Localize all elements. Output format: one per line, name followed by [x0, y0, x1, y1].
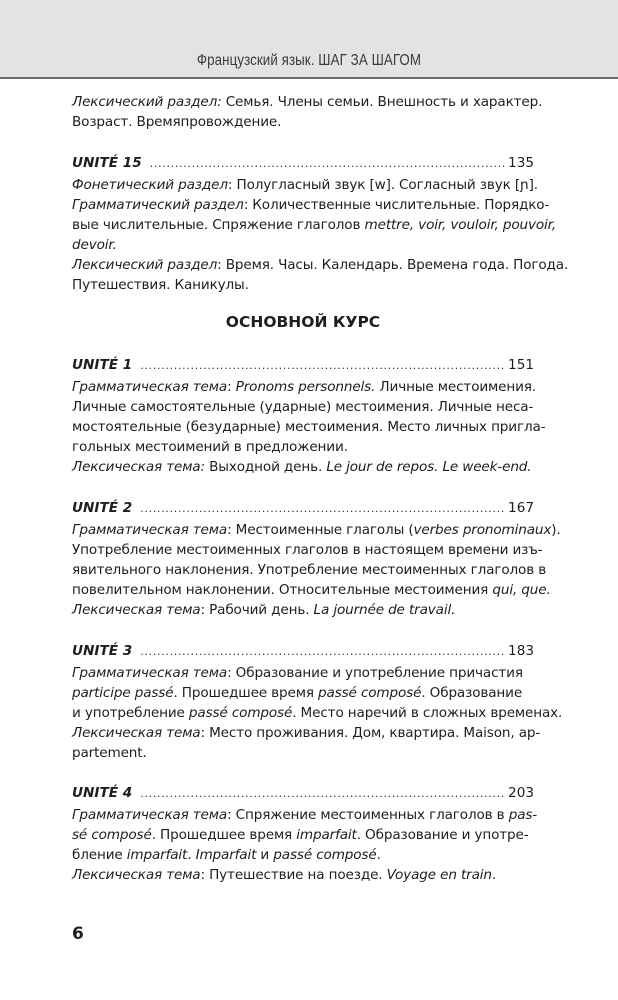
line-text: : Место проживания. Дом, квартира. Maison, ap- — [200, 725, 541, 741]
toc-line — [72, 743, 534, 763]
line-text: : Количественные числительные. Порядко- — [243, 197, 550, 213]
toc-line — [72, 805, 538, 825]
line-italic: devoir. — [72, 237, 117, 253]
toc-line — [72, 825, 534, 845]
line-italic: imparfait — [126, 847, 188, 863]
dot-leader — [140, 356, 506, 376]
line-text: : Рабочий день. — [200, 602, 314, 618]
dot-leader — [140, 642, 506, 662]
page-number: 135 — [508, 155, 534, 171]
toc-line — [72, 92, 543, 112]
line-text: Возраст. Времяпровождение. — [72, 114, 282, 130]
unit-label: UNITÉ 15 — [72, 155, 142, 171]
running-header-title: Французский язык. ШАГ ЗА ШАГОМ — [196, 52, 422, 69]
line-italic: participe passé — [72, 685, 174, 701]
line-text: и — [256, 847, 274, 863]
toc-line — [72, 397, 534, 417]
line-italic: passé composé — [188, 705, 293, 721]
toc-main-course-entries — [72, 355, 563, 885]
line-italic: Грамматическая тема — [72, 379, 228, 395]
toc-line — [72, 520, 561, 540]
toc-line — [72, 845, 534, 865]
line-italic: Грамматическая тема — [72, 807, 228, 823]
toc-intro-block — [72, 92, 543, 132]
line-text: . Место наречий в сложных временах. — [292, 705, 563, 721]
toc-line — [72, 215, 557, 235]
line-text: : Путешествие на поезде. — [200, 867, 387, 883]
line-italic: Грамматическая тема — [72, 522, 228, 538]
page-number: 151 — [508, 357, 534, 373]
toc-entry-heading[interactable] — [72, 153, 534, 174]
toc-line — [72, 703, 563, 723]
line-italic: verbes pronominaux — [413, 522, 552, 538]
line-text: partement. — [72, 745, 147, 761]
unit-label: UNITÉ 2 — [72, 500, 133, 516]
line-italic: imparfait — [296, 827, 357, 843]
toc-line — [72, 600, 534, 620]
page-number: 183 — [508, 643, 534, 659]
line-text: . Прошедшее время — [151, 827, 297, 843]
line-text: мостоятельные (безударные) местоимения. Место личных пригла- — [72, 419, 546, 435]
line-text: : Спряжение местоименных глаголов в — [227, 807, 509, 823]
unit-label: UNITÉ 3 — [72, 643, 133, 659]
toc-entry-unit-3 — [72, 641, 563, 763]
line-italic: Imparfait — [195, 847, 257, 863]
line-text: Личные самостоятельные (ударные) местоимения. Личные неса- — [72, 399, 534, 415]
line-text: . Образование — [421, 685, 523, 701]
toc-line — [72, 417, 546, 437]
line-italic: mettre, voir, vouloir, pouvoir, — [364, 217, 557, 233]
toc-entry-unit-4 — [72, 783, 538, 885]
toc-entry-unit-2 — [72, 498, 561, 620]
line-label: Фонетический раздел — [72, 177, 228, 193]
toc-line — [72, 723, 541, 743]
line-text: . Образование и употре- — [356, 827, 529, 843]
line-label: Лексический раздел: — [72, 94, 222, 110]
toc-entry-heading[interactable] — [72, 355, 534, 376]
page-number: 167 — [508, 500, 534, 516]
line-italic: sé composé — [72, 827, 152, 843]
line-italic: pas- — [508, 807, 538, 823]
line-italic: Pronoms personnels. — [235, 379, 376, 395]
dot-leader — [140, 499, 506, 519]
line-italic: La journée de travail. — [313, 602, 456, 618]
toc-line — [72, 235, 534, 255]
unit-label: UNITÉ 4 — [72, 785, 133, 801]
toc-line — [72, 112, 534, 132]
toc-entry-unit-1 — [72, 355, 546, 477]
line-italic: Le jour de repos. Le week-end. — [326, 459, 532, 475]
toc-line — [72, 175, 538, 195]
line-label: Грамматический раздел — [72, 197, 244, 213]
line-label: Лексический раздел — [72, 257, 218, 273]
running-header — [0, 0, 618, 79]
line-italic: passé composé — [318, 685, 422, 701]
toc-line — [72, 580, 551, 600]
line-italic: qui, que. — [492, 582, 551, 598]
line-text: бление — [72, 847, 127, 863]
line-text: гольных местоимений в предложении. — [72, 439, 348, 455]
toc-line — [72, 275, 534, 295]
line-text: . — [491, 867, 497, 883]
line-italic: Лексическая тема: — [72, 459, 205, 475]
dot-leader — [150, 154, 506, 174]
line-text: явительного наклонения. Употребление местоименных глаголов в — [72, 562, 547, 578]
line-text: : — [227, 379, 236, 395]
line-italic: Voyage en train — [386, 867, 492, 883]
table-of-contents — [72, 92, 569, 906]
dot-leader — [140, 784, 506, 804]
line-text: : Местоименные глаголы ( — [227, 522, 414, 538]
folio-page-number: 6 — [72, 924, 84, 944]
toc-line — [72, 683, 534, 703]
line-italic: Лексическая тема — [72, 602, 201, 618]
line-text: повелительном наклонении. Относительные местоимения — [72, 582, 493, 598]
toc-entry-unite-15 — [72, 153, 569, 295]
toc-line — [72, 457, 534, 477]
toc-line — [72, 540, 543, 560]
section-title: ОСНОВНОЙ КУРС — [225, 313, 381, 331]
toc-entry-heading[interactable] — [72, 783, 534, 804]
line-text: : Образование и употребление причастия — [227, 665, 523, 681]
line-text: Путешествия. Каникулы. — [72, 277, 249, 293]
line-text: : Полугласный звук [w]. Согласный звук [ɲ]. — [227, 177, 538, 193]
toc-line — [72, 560, 547, 580]
toc-entry-heading[interactable] — [72, 498, 534, 519]
line-text: Выходной день. — [204, 459, 327, 475]
toc-entry-heading[interactable] — [72, 641, 534, 662]
line-italic: Лексическая тема — [72, 867, 201, 883]
toc-line — [72, 195, 550, 215]
line-text: вые числительные. Спряжение глаголов — [72, 217, 365, 233]
line-text: . Прошедшее время — [173, 685, 319, 701]
line-text: . — [376, 847, 381, 863]
toc-line — [72, 377, 534, 397]
line-text: Семья. Члены семьи. Внешность и характер. — [221, 94, 543, 110]
line-italic: passé composé — [273, 847, 377, 863]
toc-line — [72, 437, 534, 457]
unit-label: UNITÉ 1 — [72, 357, 133, 373]
line-text: . — [187, 847, 196, 863]
line-text: : Время. Часы. Календарь. Времена года. Погода. — [217, 257, 569, 273]
toc-line — [72, 255, 569, 275]
line-text: Употребление местоименных глаголов в настоящем времени изъ- — [72, 542, 543, 558]
line-text: и употребление — [72, 705, 189, 721]
toc-line — [72, 663, 534, 683]
line-italic: Лексическая тема — [72, 725, 201, 741]
line-text: Личные местоимения. — [375, 379, 536, 395]
page-number: 203 — [508, 785, 534, 801]
line-italic: Грамматическая тема — [72, 665, 228, 681]
toc-line — [72, 865, 534, 885]
line-text: ). — [551, 522, 561, 538]
